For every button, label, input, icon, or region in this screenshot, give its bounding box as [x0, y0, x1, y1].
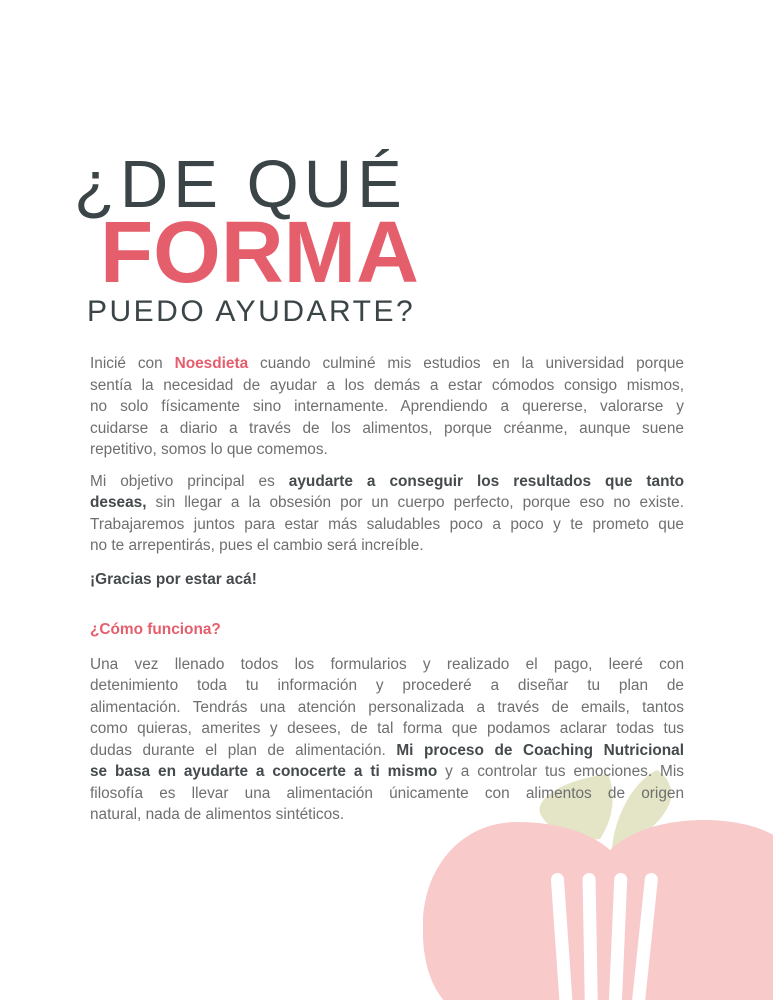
body-text	[90, 353, 684, 826]
text-line: como quieras, amerites y desees, de tal forma que podamos aclarar todas tus	[90, 720, 684, 737]
text-line: cuidarse a diario a través de los alimentos, porque créanme, aunque suene	[90, 419, 684, 437]
text-line: filosofía es llevar una alimentación únicamente con alimentos de origen	[90, 784, 684, 802]
text-line: deseas, sin llegar a la obsesión por un cuerpo perfecto, porque eso no existe.	[90, 494, 684, 511]
text-line: ¿Cómo funciona?	[90, 621, 221, 638]
title-line-2: FORMA	[100, 204, 419, 301]
text-line: se basa en ayudarte a conocerte a ti mismo y a controlar tus emociones. Mis	[90, 763, 684, 780]
text-line: repetitivo, somos lo que comemos.	[90, 441, 328, 458]
how-it-works-heading	[90, 619, 684, 641]
text-line: detenimiento toda tu información y procederé a diseñar tu plan de	[90, 677, 684, 694]
title-line-1: ¿DE QUÉ	[74, 147, 407, 222]
text-line: Inicié con Noesdieta cuando culminé mis estudios en la universidad porque	[90, 355, 684, 372]
apple-icon	[423, 820, 773, 1000]
how-it-works-paragraph	[90, 654, 684, 826]
text-line: dudas durante el plan de alimentación. Mi proceso de Coaching Nutricional	[90, 741, 685, 759]
text-line: Trabajaremos juntos para estar más saludables poco a poco y te prometo que	[90, 515, 684, 533]
text-line: ¡Gracias por estar acá!	[90, 570, 257, 588]
intro-paragraph	[90, 353, 684, 461]
text-line: no solo físicamente sino internamente. Aprendiendo a quererse, valorarse y	[90, 398, 684, 415]
text-line: natural, nada de alimentos sintéticos.	[90, 806, 345, 823]
text-line: no te arrepentirás, pues el cambio será increíble.	[90, 537, 424, 554]
objective-paragraph	[90, 471, 684, 557]
text-line: Una vez llenado todos los formularios y realizado el pago, leeré con	[90, 655, 684, 673]
text-line: sentía la necesidad de ayudar a los demás a estar cómodos consigo mismos,	[90, 376, 684, 394]
text-line: alimentación. Tendrás una atención personalizada a través de emails, tantos	[90, 698, 684, 716]
thanks-line	[90, 569, 684, 591]
title-line-3: PUEDO AYUDARTE?	[87, 295, 416, 328]
text-line: Mi objetivo principal es ayudarte a conseguir los resultados que tanto	[90, 472, 684, 490]
